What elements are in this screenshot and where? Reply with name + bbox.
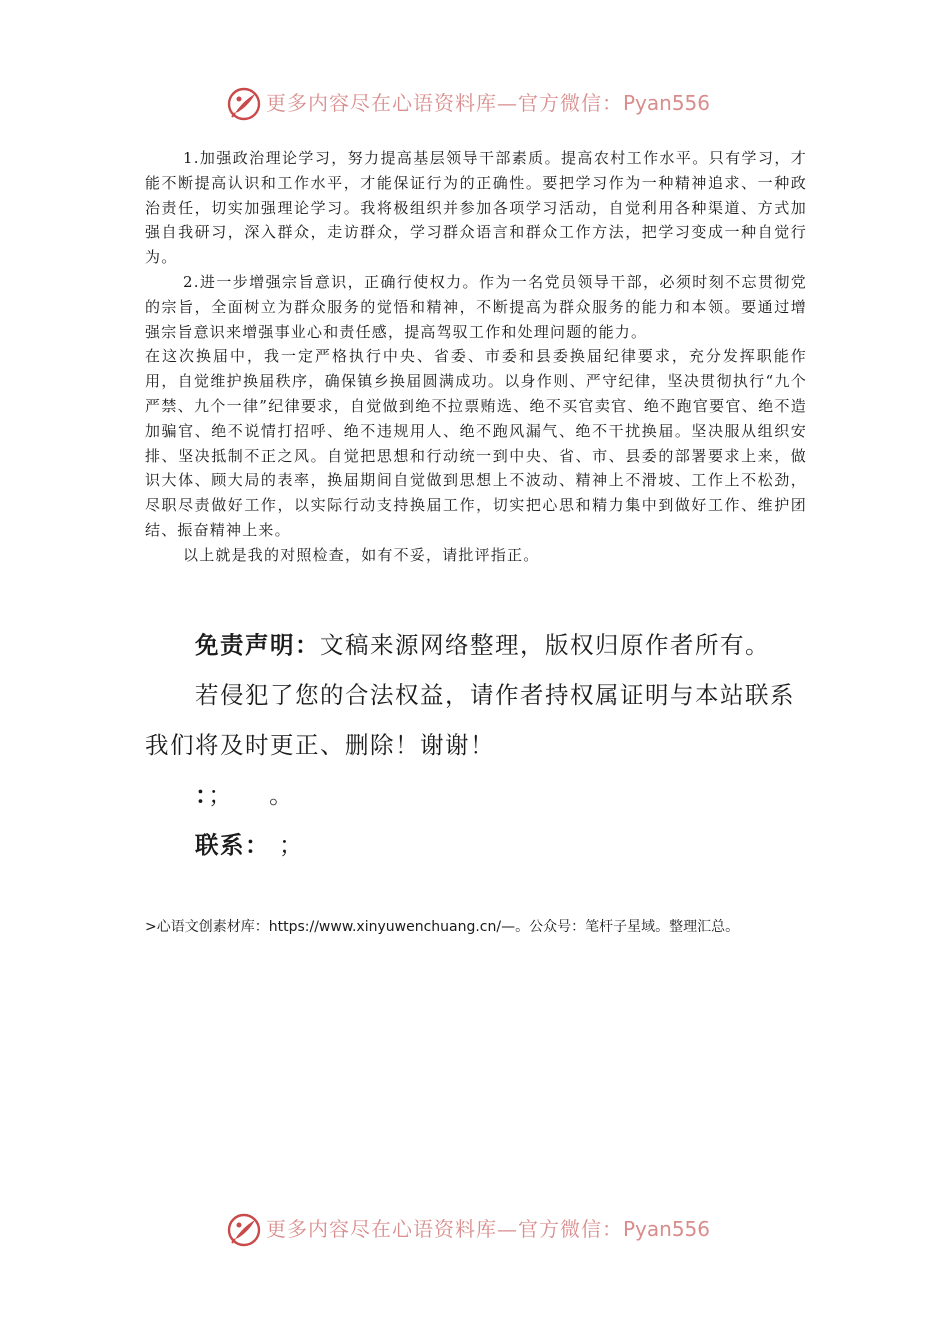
disclaimer-line-4: ：； 。: [195, 781, 295, 809]
footer-watermark: [0, 1210, 950, 1250]
disclaimer-line-2: 若侵犯了您的合法权益，请作者持权属证明与本站联系: [195, 681, 795, 709]
watermark-text: 更多内容尽在心语资料库—官方微信：Pyan556: [266, 91, 711, 115]
paragraph-1: 1.加强政治理论学习，努力提高基层领导干部素质。提高农村工作水平。只有学习，才能不断提高认识和工作水平，才能保证行为的正确性。要把学习作为一种精神追求、一种政治责任，切实加强理论学习。我将极组织并参加各项学习活动，自觉利用各种渠道、方式加强自我研习，深入群众，走访群众，学习群众语言和群众工作方法，把学习变成一种自觉行为。: [145, 149, 807, 267]
watermark-text: 更多内容尽在心语资料库—官方微信：Pyan556: [266, 1217, 711, 1241]
paragraph-3: 在这次换届中，我一定严格执行中央、省委、市委和县委换届纪律要求，充分发挥职能作用，自觉维护换届秩序，确保镇乡换届圆满成功。以身作则、严守纪律，坚决贯彻执行“九个严禁、九个一律”纪律要求，自觉做到绝不拉票贿选、绝不买官卖官、绝不跑官要官、绝不造加骗官、绝不说情打招呼、绝不违规用人、绝不跑风漏气、绝不干扰换届。坚决服从组织安排、坚决抵制不正之风。自觉把思想和行动统一到中央、省、市、县委的部署要求上来，做识大体、顾大局的表率，换届期间自觉做到思想上不波动、精神上不滑坡、工作上不松劲，尽职尽责做好工作，以实际行动支持换届工作，切实把心思和精力集中到做好工作、维护团结、振奋精神上来。: [145, 347, 807, 539]
disclaimer-line-3: 我们将及时更正、删除！谢谢！: [145, 731, 495, 759]
disclaimer-line-1: 免责声明：文稿来源网络整理，版权归原作者所有。: [195, 631, 770, 659]
contact-line: 联系： ；: [195, 831, 304, 859]
watermark-id: Pyan556: [623, 91, 711, 115]
quill-logo-icon: [226, 86, 262, 122]
paragraph-2: 2.进一步增强宗旨意识，正确行使权力。作为一名党员领导干部，必须时刻不忘贯彻党的宗旨，全面树立为群众服务的觉悟和精神，不断提高为群众服务的能力和本领。要通过增强宗旨意识来增强事业心和责任感，提高驾驭工作和处理问题的能力。: [145, 272, 807, 341]
paragraph-4: 以上就是我的对照检查，如有不妥，请批评指正。: [183, 545, 540, 564]
document-body: [145, 146, 807, 568]
disclaimer-label: 免责声明：: [195, 631, 320, 659]
header-watermark: [0, 84, 950, 124]
source-footer: >心语文创素材库：https://www.xinyuwenchuang.cn/—。公众号：笔杆子星域。整理汇总。: [145, 919, 740, 935]
contact-label: 联系：: [195, 831, 270, 859]
watermark-id: Pyan556: [623, 1217, 711, 1241]
disclaimer-block: [145, 620, 825, 870]
quill-logo-icon: [226, 1212, 262, 1248]
